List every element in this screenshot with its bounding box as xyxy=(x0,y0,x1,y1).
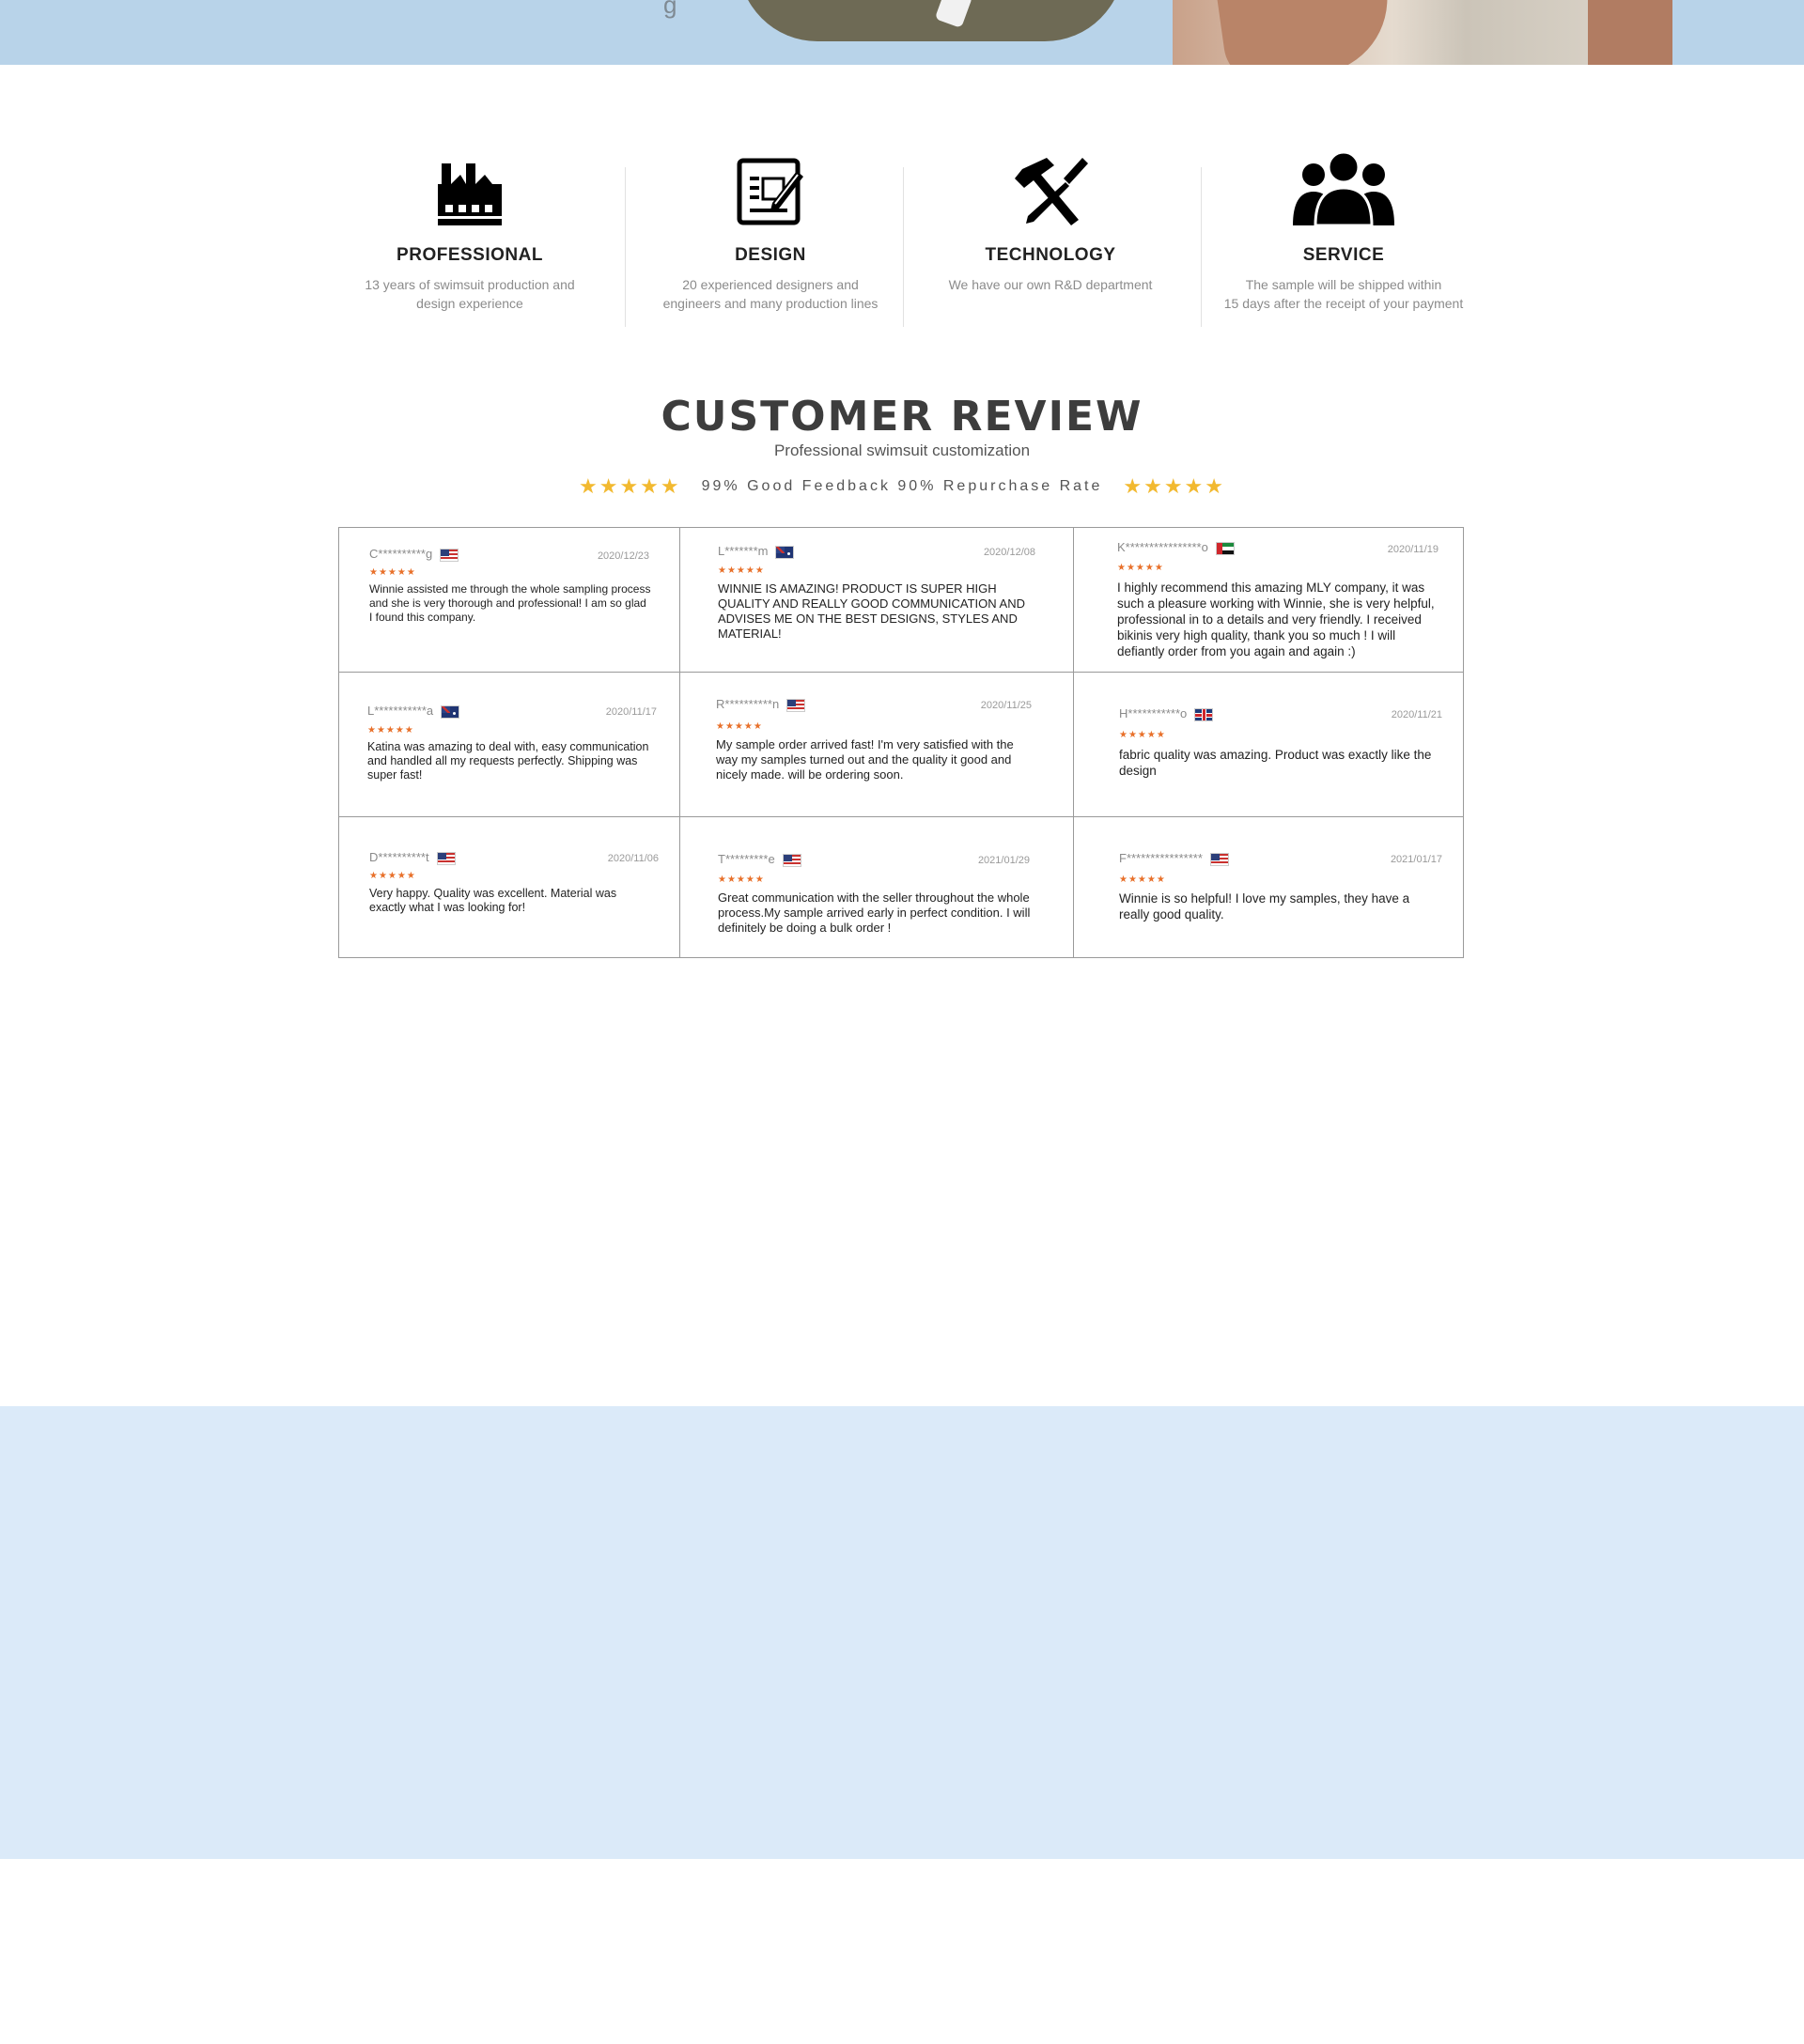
feature-service xyxy=(1212,141,1475,313)
review-stars: ★★★★★ xyxy=(718,875,765,885)
review-date: 2020/11/06 xyxy=(607,853,659,864)
review-grid xyxy=(338,527,1464,958)
review-stars: ★★★★★ xyxy=(718,565,765,576)
review-date: 2020/11/21 xyxy=(1391,709,1442,720)
feature-title: PROFESSIONAL xyxy=(397,245,543,265)
review-text: Great communication with the seller throughout the whole process.My sample arrived early in perfect condition. I will definitely be doing a bulk order ! xyxy=(718,890,1031,935)
reviewer-name: T*********e xyxy=(718,852,801,867)
flag-us-icon xyxy=(437,852,456,865)
hero-partial-text: g xyxy=(663,0,677,19)
hero-image-shape xyxy=(739,0,1124,41)
section-title: CUSTOMER REVIEW xyxy=(661,393,1143,441)
review-card xyxy=(339,817,679,957)
review-card xyxy=(680,673,1073,816)
section-subtitle: Professional swimsuit customization xyxy=(773,441,1031,459)
feature-title: SERVICE xyxy=(1302,245,1385,265)
divider xyxy=(625,167,626,327)
reviewer-name: H***********o xyxy=(1119,706,1213,721)
review-stars: ★★★★★ xyxy=(716,721,763,732)
review-date: 2020/12/23 xyxy=(597,550,649,562)
review-stars: ★★★★★ xyxy=(1117,563,1164,573)
review-date: 2020/11/25 xyxy=(980,700,1032,711)
review-text: fabric quality was amazing. Product was exactly like the design xyxy=(1119,748,1432,778)
review-text: I highly recommend this amazing MLY company, it was such a pleasure working with Winnie, she is very helpful, professional in to a details and very friendly. I received bikinis very high quality, thank you so much ! I will defiantly order from you again and again :) xyxy=(1117,581,1435,658)
review-text: WINNIE IS AMAZING! PRODUCT IS SUPER HIGH QUALITY AND REALLY GOOD COMMUNICATION AND ADVISES ME ON THE BEST DESIGNS, STYLES AND MATERIAL! xyxy=(718,581,1025,641)
reviewer-name: F**************** xyxy=(1119,851,1229,866)
design-document-icon xyxy=(639,141,902,225)
flag-us-icon xyxy=(1210,853,1229,866)
factory-icon xyxy=(338,141,601,225)
review-card xyxy=(680,817,1073,957)
review-stars: ★★★★★ xyxy=(1119,875,1166,885)
review-card xyxy=(680,528,1073,672)
hero-photo-figure-2 xyxy=(1588,0,1672,65)
review-date: 2021/01/29 xyxy=(977,855,1030,866)
review-stars: ★★★★★ xyxy=(367,725,414,736)
review-stars: ★★★★★ xyxy=(369,871,416,881)
hammer-screwdriver-icon xyxy=(917,141,1184,225)
review-text: My sample order arrived fast! I'm very satisfied with the way my samples turned out and the quality it good and nicely made. will be ordering soon. xyxy=(716,737,1014,782)
star-icon: ★★★★★ xyxy=(1123,474,1225,498)
review-stars: ★★★★★ xyxy=(1119,730,1166,740)
review-date: 2021/01/17 xyxy=(1390,854,1442,865)
review-card xyxy=(339,528,679,672)
flag-us-icon xyxy=(786,699,805,712)
people-group-icon xyxy=(1212,141,1475,225)
review-text: Winnie is so helpful! I love my samples, they have a really good quality. xyxy=(1119,891,1410,921)
review-stars: ★★★★★ xyxy=(369,567,416,578)
rating-summary xyxy=(0,474,1804,499)
feature-desc: We have our own R&D department xyxy=(948,277,1153,292)
hero-banner xyxy=(0,0,1804,65)
review-text: Winnie assisted me through the whole sampling process and she is very thorough and professional! I am so glad I found this company. xyxy=(369,582,651,624)
feature-desc: 20 experienced designers and engineers and many production lines xyxy=(662,277,879,311)
reviewer-name: L*******m xyxy=(718,544,794,559)
reviewer-name: D**********t xyxy=(369,850,456,865)
flag-au-icon xyxy=(775,546,794,559)
flag-au-icon xyxy=(441,705,459,719)
flag-ae-icon xyxy=(1216,542,1235,555)
review-card xyxy=(1074,673,1463,816)
review-card xyxy=(1074,528,1463,672)
rating-text: 99% Good Feedback 90% Repurchase Rate xyxy=(701,478,1103,494)
reviewer-name: R**********n xyxy=(716,697,805,712)
review-card xyxy=(339,673,679,816)
divider xyxy=(1201,167,1202,327)
feature-title: TECHNOLOGY xyxy=(985,245,1116,265)
review-date: 2020/11/17 xyxy=(605,706,657,718)
reviewer-name: C**********g xyxy=(369,547,459,562)
flag-us-icon xyxy=(783,854,801,867)
reviewer-name: L***********a xyxy=(367,704,459,719)
feature-desc: 13 years of swimsuit production and design experience xyxy=(365,277,575,311)
star-icon: ★★★★★ xyxy=(579,474,681,498)
review-text: Katina was amazing to deal with, easy communication and handled all my requests perfectly. Shipping was super fast! xyxy=(367,740,649,782)
flag-uk-icon xyxy=(1194,708,1213,721)
flag-us-icon xyxy=(440,549,459,562)
feature-desc: The sample will be shipped within 15 days after the receipt of your payment xyxy=(1223,277,1464,311)
feature-row xyxy=(338,141,1466,338)
feature-technology xyxy=(917,141,1184,294)
reviewer-name: K****************o xyxy=(1117,540,1235,555)
feature-title: DESIGN xyxy=(735,245,806,265)
feature-design xyxy=(639,141,902,313)
review-date: 2020/12/08 xyxy=(983,547,1035,558)
feature-professional xyxy=(338,141,601,313)
review-date: 2020/11/19 xyxy=(1387,544,1439,555)
divider xyxy=(903,167,904,327)
color-band xyxy=(0,1406,1804,1859)
review-text: Very happy. Quality was excellent. Material was exactly what I was looking for! xyxy=(369,887,617,914)
review-card xyxy=(1074,817,1463,957)
